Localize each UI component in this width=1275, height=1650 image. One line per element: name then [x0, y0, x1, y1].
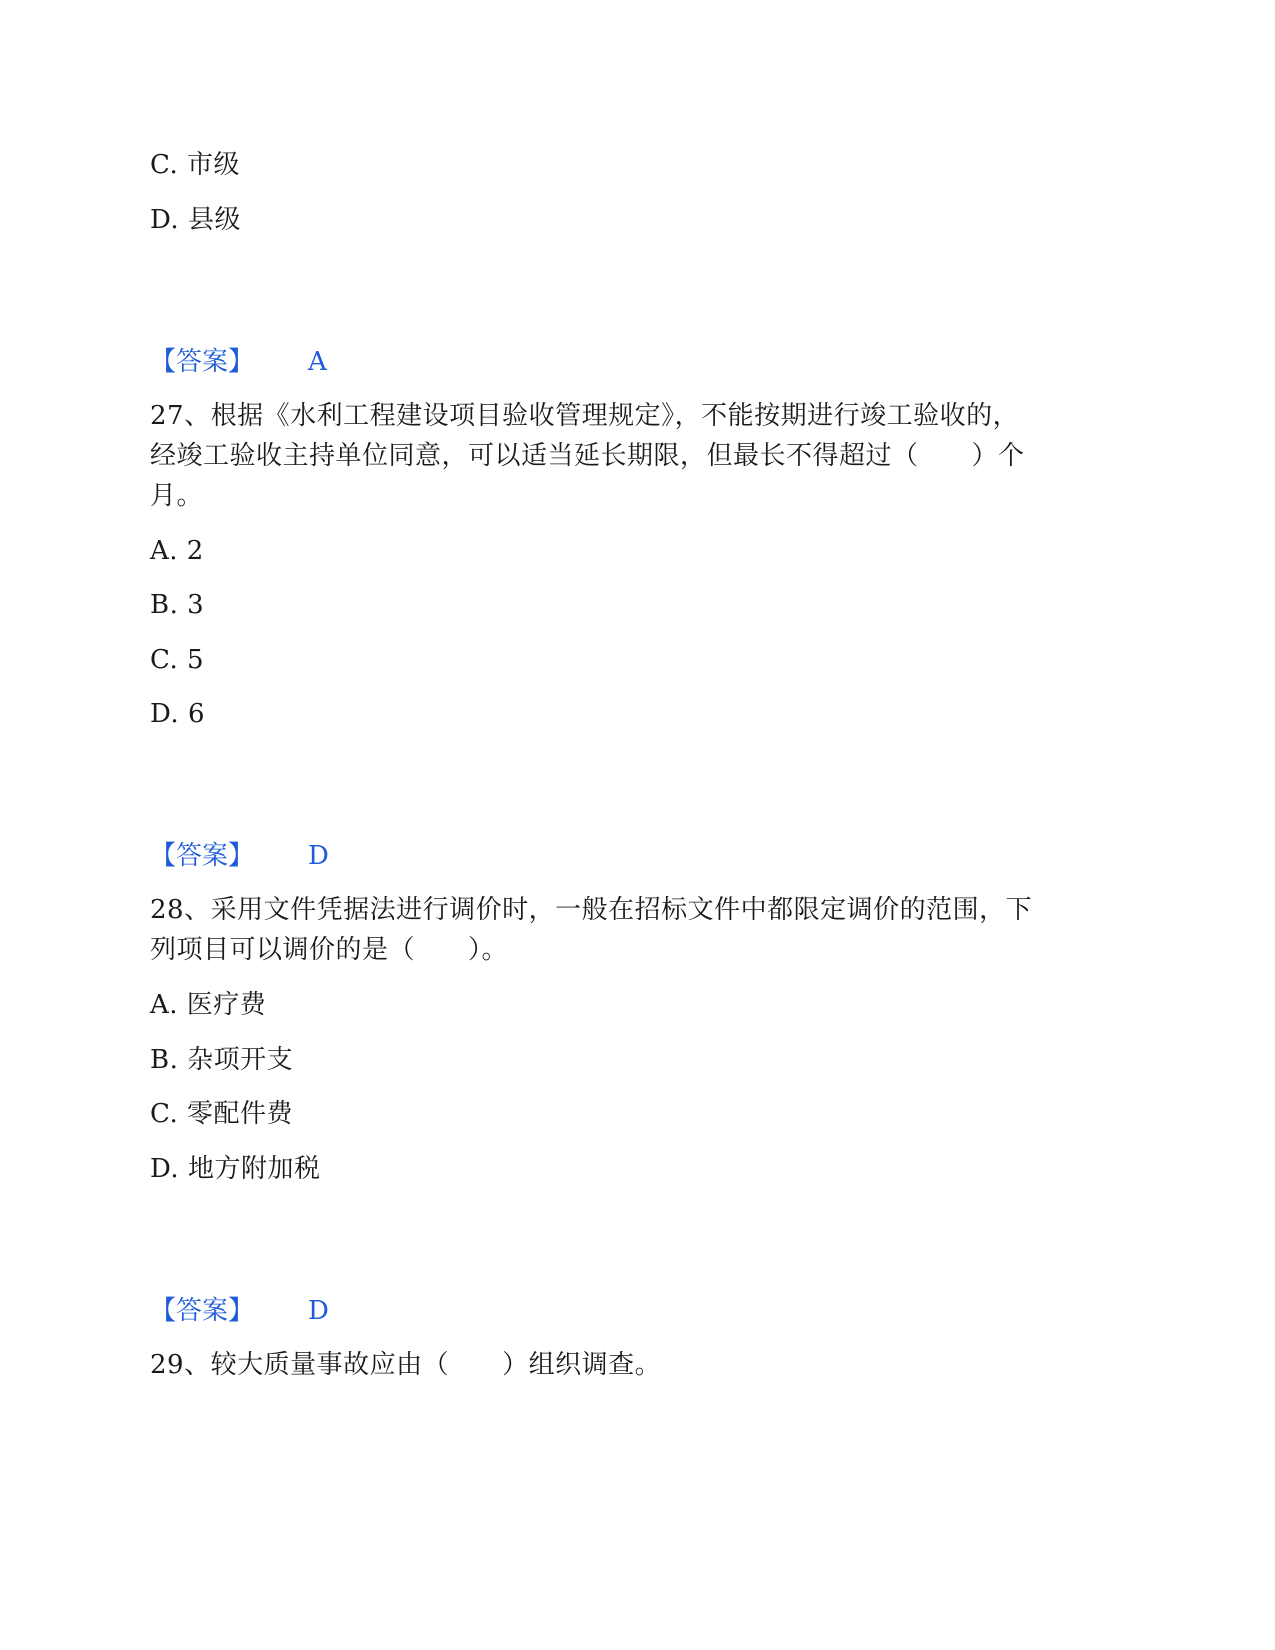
answer-value: D — [308, 841, 329, 871]
q28-option-c: C. 零配件费 — [150, 1099, 293, 1129]
q28-stem-line-1: 28、采用文件凭据法进行调价时，一般在招标文件中都限定调价的范围，下 — [150, 895, 1033, 925]
answer-value: A — [308, 347, 327, 377]
q27-stem-line-2: 经竣工验收主持单位同意，可以适当延长期限，但最长不得超过（ ）个 — [150, 441, 1025, 471]
q27-option-d: D. 6 — [150, 699, 205, 729]
answer-label: 【答案】 — [150, 347, 255, 377]
q28-option-b: B. 杂项开支 — [150, 1045, 294, 1075]
q27-option-b: B. 3 — [150, 590, 205, 620]
q27-stem-line-3: 月。 — [150, 481, 204, 511]
q26-answer — [150, 342, 327, 382]
q28-answer — [150, 1291, 329, 1331]
q29-stem-line-1: 29、较大质量事故应由（ ）组织调查。 — [150, 1350, 662, 1380]
q28-option-d: D. 地方附加税 — [150, 1154, 321, 1184]
q27-answer — [150, 836, 329, 876]
q26-option-d: D. 县级 — [150, 205, 241, 235]
q28-stem-line-2: 列项目可以调价的是（ ）。 — [150, 935, 509, 965]
answer-label: 【答案】 — [150, 1296, 255, 1326]
q27-stem-line-1: 27、根据《水利工程建设项目验收管理规定》，不能按期进行竣工验收的， — [150, 401, 1020, 431]
q27-option-c: C. 5 — [150, 645, 205, 675]
q26-option-c: C. 市级 — [150, 150, 240, 180]
answer-label: 【答案】 — [150, 841, 255, 871]
q27-option-a: A. 2 — [150, 536, 204, 566]
answer-value: D — [308, 1296, 329, 1326]
q28-option-a: A. 医疗费 — [150, 990, 267, 1020]
